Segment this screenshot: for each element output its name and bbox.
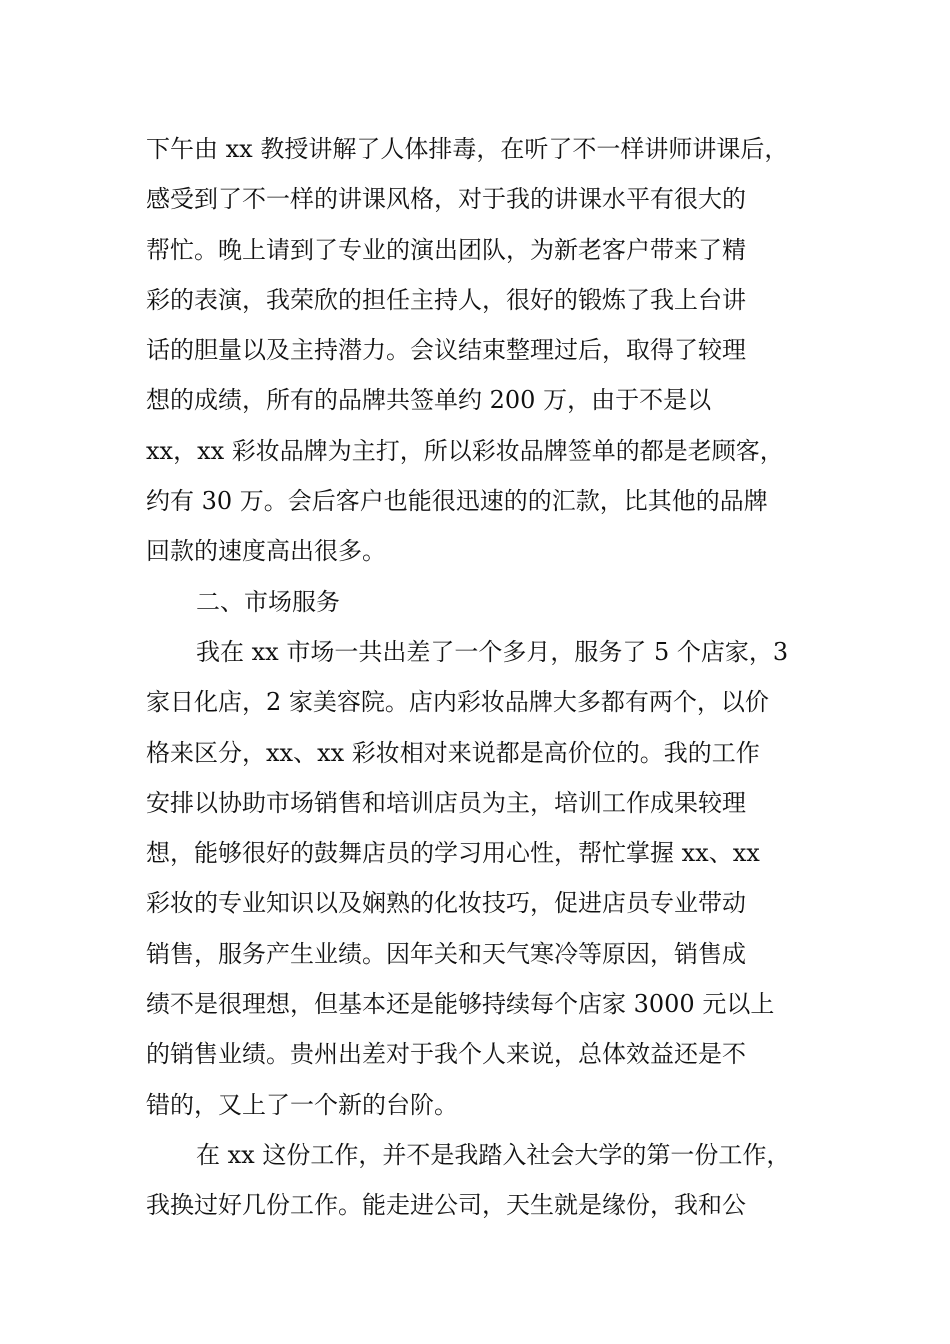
text-line: 约有 30 万。会后客户也能很迅速的的汇款，比其他的品牌 (146, 487, 768, 516)
text-line: 格来区分，xx、xx 彩妆相对来说都是高价位的。我的工作 (146, 738, 760, 767)
text-line: 家日化店，2 家美容院。店内彩妆品牌大多都有两个，以价 (146, 688, 769, 717)
text-line: 话的胆量以及主持潜力。会议结束整理过后，取得了较理 (146, 336, 746, 365)
text-line: 想的成绩，所有的品牌共签单约 200 万，由于不是以 (146, 386, 712, 415)
text-line: 彩妆的专业知识以及娴熟的化妆技巧，促进店员专业带动 (146, 889, 746, 918)
paragraph-start-line: 在 xx 这份工作，并不是我踏入社会大学的第一份工作， (196, 1140, 791, 1169)
text-line: 错的，又上了一个新的台阶。 (146, 1090, 458, 1119)
text-line: 销售，服务产生业绩。因年关和天气寒冷等原因，销售成 (146, 939, 746, 968)
paragraph-start-line: 我在 xx 市场一共出差了一个多月，服务了 5 个店家，3 (196, 637, 789, 666)
text-line: 的销售业绩。贵州出差对于我个人来说，总体效益还是不 (146, 1040, 746, 1069)
text-line: 我换过好几份工作。能走进公司，天生就是缘份，我和公 (146, 1191, 746, 1220)
text-line: 回款的速度高出很多。 (146, 537, 386, 566)
text-line: 下午由 xx 教授讲解了人体排毒，在听了不一样讲师讲课后， (146, 135, 789, 163)
text-line: 安排以协助市场销售和培训店员为主，培训工作成果较理 (146, 788, 746, 817)
section-heading: 二、市场服务 (196, 587, 340, 616)
text-line: xx，xx 彩妆品牌为主打，所以彩妆品牌签单的都是老顾客， (146, 436, 784, 465)
text-line: 彩的表演，我荣欣的担任主持人，很好的锻炼了我上台讲 (146, 285, 746, 314)
document-body (146, 124, 836, 1231)
text-line: 帮忙。晚上请到了专业的演出团队，为新老客户带来了精 (146, 235, 746, 264)
text-line: 绩不是很理想，但基本还是能够持续每个店家 3000 元以上 (146, 990, 775, 1019)
text-line: 感受到了不一样的讲课风格，对于我的讲课水平有很大的 (146, 185, 746, 214)
text-line: 想，能够很好的鼓舞店员的学习用心性，帮忙掌握 xx、xx (146, 839, 760, 868)
